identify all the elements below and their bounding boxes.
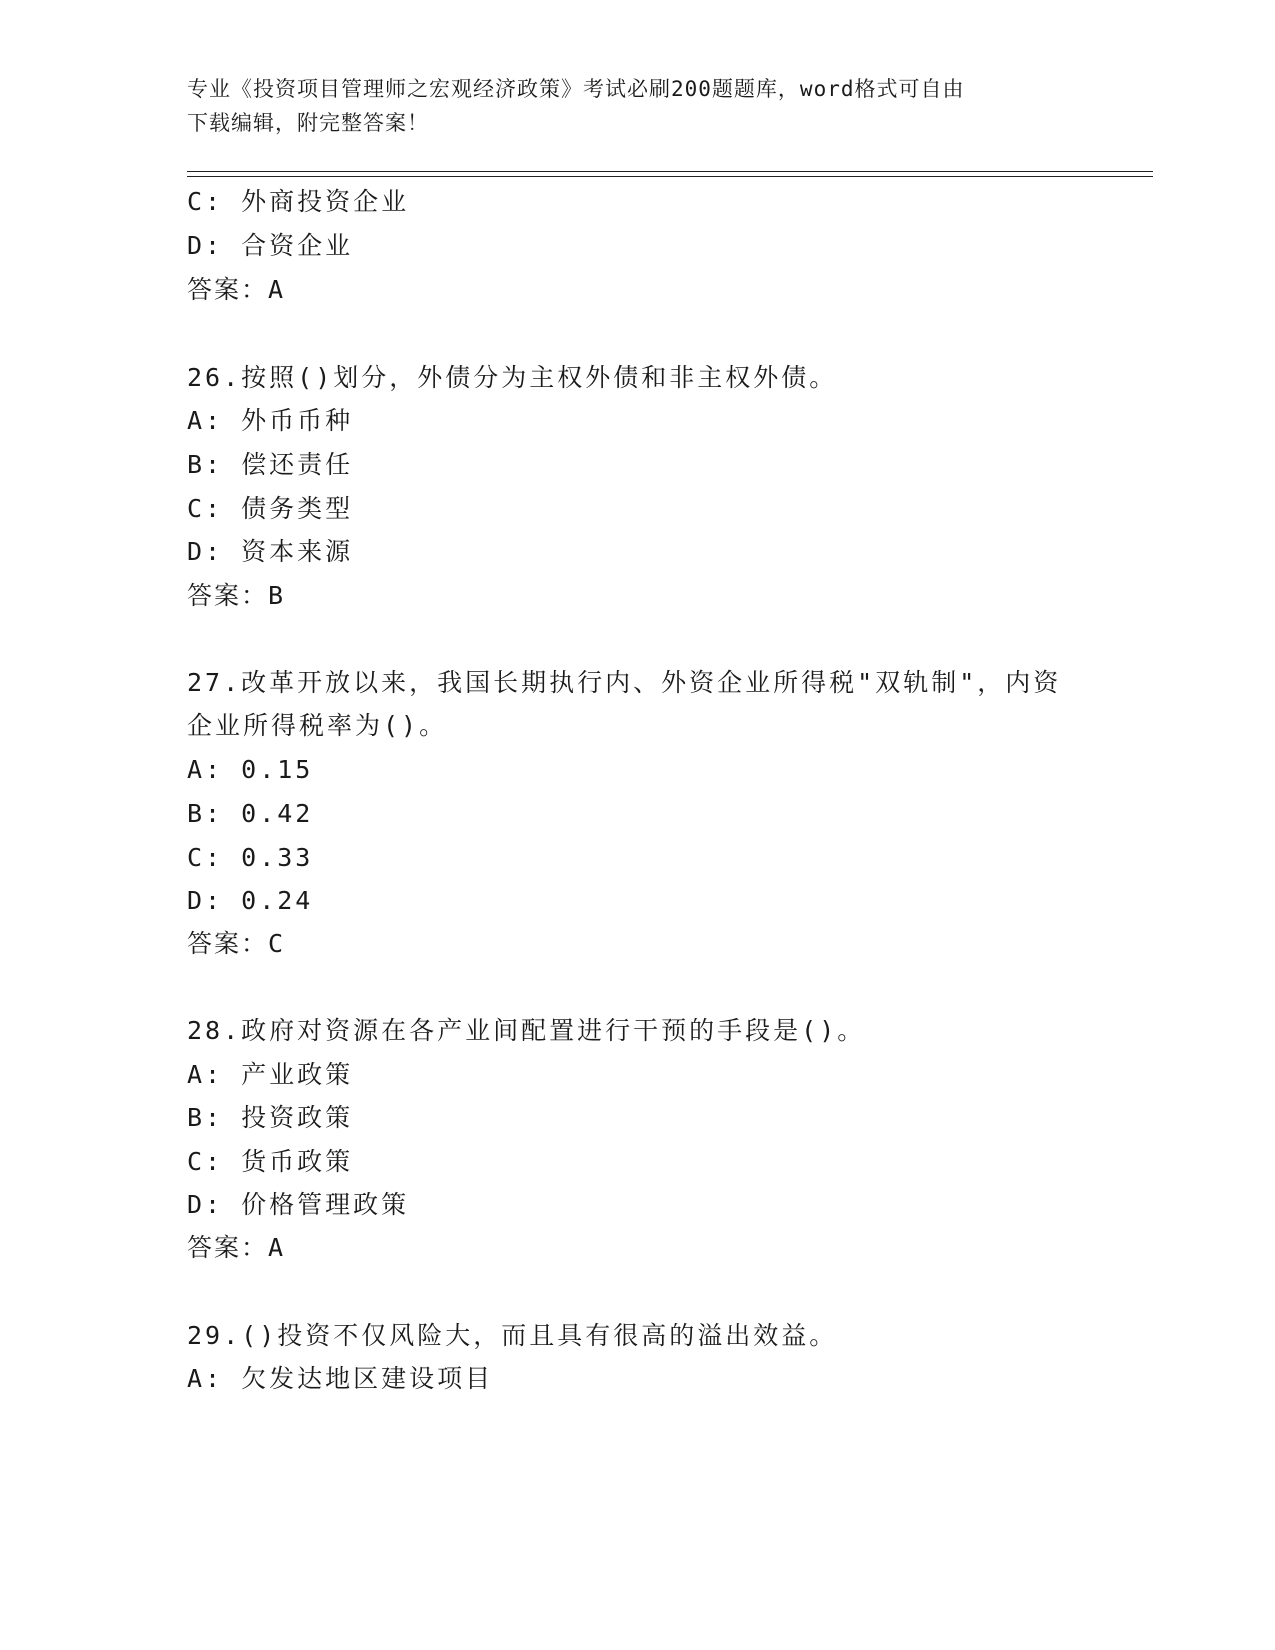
document-intro	[187, 72, 1067, 140]
q27-option-b: B: 0.42	[187, 799, 314, 828]
q28-option-b: B: 投资政策	[187, 1103, 354, 1132]
q28-answer: 答案：A	[187, 1233, 286, 1262]
q29-option-a: A: 欠发达地区建设项目	[187, 1364, 494, 1393]
q29-question: 29.()投资不仅风险大，而且具有很高的溢出效益。	[187, 1321, 838, 1350]
q26-option-c: C: 债务类型	[187, 494, 354, 523]
q28-question: 28.政府对资源在各产业间配置进行干预的手段是()。	[187, 1016, 866, 1045]
q26-option-d: D: 资本来源	[187, 537, 354, 566]
q27-question-line-1: 27.改革开放以来，我国长期执行内、外资企业所得税"双轨制"，内资	[187, 668, 1062, 697]
q27-question-line-2: 企业所得税率为()。	[187, 711, 448, 740]
q26-answer: 答案：B	[187, 581, 286, 610]
intro-line-1: 专业《投资项目管理师之宏观经济政策》考试必刷200题题库，word格式可自由	[187, 77, 965, 101]
q26-question: 26.按照()划分，外债分为主权外债和非主权外债。	[187, 363, 838, 392]
q25-option-c: C: 外商投资企业	[187, 187, 410, 216]
q26-option-b: B: 偿还责任	[187, 450, 354, 479]
q26-option-a: A: 外币币种	[187, 406, 354, 435]
header-rule-bottom	[187, 176, 1153, 177]
q27-option-d: D: 0.24	[187, 886, 314, 915]
q28-option-d: D: 价格管理政策	[187, 1190, 410, 1219]
intro-line-2: 下载编辑，附完整答案！	[187, 111, 429, 135]
q27-option-a: A: 0.15	[187, 755, 314, 784]
q25-option-d: D: 合资企业	[187, 231, 354, 260]
header-rule-top	[187, 171, 1153, 172]
q27-option-c: C: 0.33	[187, 843, 314, 872]
q25-answer: 答案：A	[187, 275, 286, 304]
q27-answer: 答案：C	[187, 929, 286, 958]
q28-option-a: A: 产业政策	[187, 1060, 354, 1089]
q28-option-c: C: 货币政策	[187, 1147, 354, 1176]
